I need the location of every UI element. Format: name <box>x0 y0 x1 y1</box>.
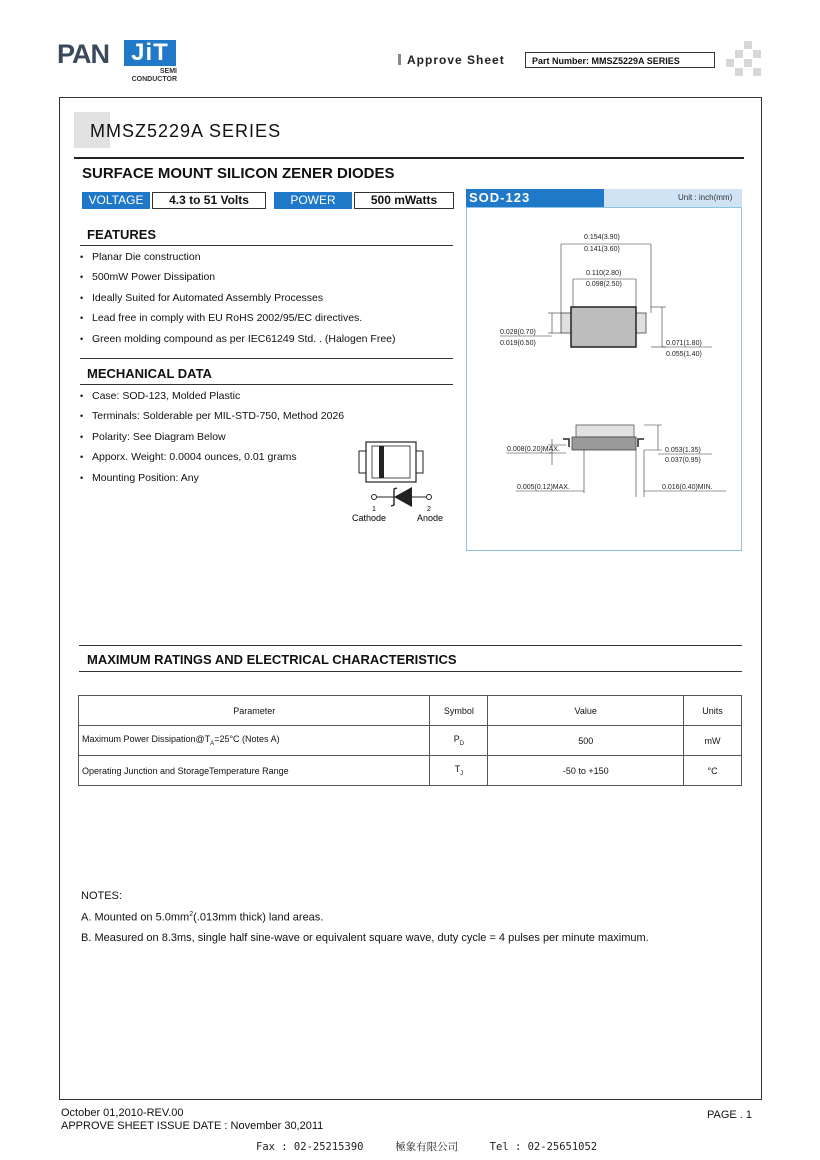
cell-units: °C <box>684 756 742 786</box>
title-divider <box>74 157 744 159</box>
note-b: B. Measured on 8.3ms, single half sine-wave or equivalent square wave, duty cycle = 4 pulses per minute maximum. <box>81 932 649 944</box>
ratings-table <box>78 695 742 786</box>
decorative-squares-icon <box>726 41 762 77</box>
header-value: Value <box>488 696 684 726</box>
cell-units: mW <box>684 726 742 756</box>
cathode-label: Cathode <box>352 513 387 523</box>
list-item: • Mounting Position: Any <box>80 468 344 488</box>
panjit-logo <box>57 40 177 86</box>
mechanical-top-divider <box>80 358 453 359</box>
list-item: • 500mW Power Dissipation <box>80 267 396 287</box>
page-number: PAGE . 1 <box>707 1109 753 1121</box>
logo-semiconductor-text: SEMI CONDUCTOR <box>131 68 177 83</box>
features-divider <box>80 245 453 246</box>
mechanical-divider <box>80 384 453 385</box>
ratings-top-divider <box>79 645 742 646</box>
dim-height-min: 0.037(0.95) <box>665 457 701 464</box>
contact-line: Fax : 02-25215390 極象有限公司 Tel : 02-25651052 <box>256 1141 598 1153</box>
cell-parameter: Operating Junction and StorageTemperature Range <box>79 756 430 786</box>
dim-overall-max: 0.154(3.90) <box>584 234 620 241</box>
pin-1-label: 1 <box>372 506 376 513</box>
table-header-row <box>79 696 742 726</box>
features-list <box>80 247 396 349</box>
dim-lead-width-max: 0.028(0.70) <box>500 329 536 336</box>
logo-jit-text: JiT <box>124 40 176 66</box>
mechanical-title: MECHANICAL DATA <box>87 366 212 381</box>
revision-date: October 01,2010-REV.00 <box>61 1107 184 1119</box>
series-title: MMSZ5229A SERIES <box>90 121 282 141</box>
part-number-box: Part Number: MMSZ5229A SERIES <box>525 52 715 68</box>
dim-lead-thickness: 0.008(0.20)MAX. <box>507 446 560 453</box>
cell-symbol: $T_J$ <box>430 756 488 786</box>
list-item: • Green molding compound as per IEC61249 Std. . (Halogen Free) <box>80 329 396 349</box>
approve-sheet-label: Approve Sheet <box>398 53 505 67</box>
issue-date: APPROVE SHEET ISSUE DATE : November 30,2011 <box>61 1120 324 1132</box>
ratings-divider <box>79 671 742 672</box>
anode-label: Anode <box>417 513 444 523</box>
dim-height-max: 0.053(1.35) <box>665 447 701 454</box>
list-item: • Polarity: See Diagram Below <box>80 427 344 447</box>
dim-body-min: 0.098(2.50) <box>586 281 622 288</box>
dim-lead-width-min: 0.019(0.50) <box>500 340 536 347</box>
features-title: FEATURES <box>87 227 157 242</box>
list-item: • Lead free in comply with EU RoHS 2002/95/EC directives. <box>80 308 396 328</box>
header-parameter: Parameter <box>79 696 430 726</box>
header-units: Units <box>684 696 742 726</box>
list-item: • Case: SOD-123, Molded Plastic <box>80 386 344 406</box>
power-value: 500 mWatts <box>354 192 454 209</box>
dim-width-max: 0.071(1.80) <box>666 340 702 347</box>
note-a: A. Mounted on $5.0mm^2(.013mm$ thick) land areas. <box>81 911 324 924</box>
mechanical-list <box>80 386 344 488</box>
table-row <box>79 756 742 786</box>
ratings-title: MAXIMUM RATINGS AND ELECTRICAL CHARACTERISTICS <box>87 652 457 667</box>
cell-symbol: $P_D$ <box>430 726 488 756</box>
diode-polarity-diagram <box>350 436 455 528</box>
dim-overall-min: 0.141(3.60) <box>584 246 620 253</box>
logo-pan-text: PAN <box>57 39 110 69</box>
voltage-badge: VOLTAGE <box>82 192 150 209</box>
header-symbol: Symbol <box>430 696 488 726</box>
cell-parameter: Maximum Power $Dissipation@T_A=25^\circ C$ (Notes A) <box>79 726 430 756</box>
dim-standoff: 0.005(0.12)MAX. <box>517 484 570 491</box>
list-item: • Planar Die construction <box>80 247 396 267</box>
cell-value: -50 to +150 <box>488 756 684 786</box>
cell-value: 500 <box>488 726 684 756</box>
list-item: • Terminals: Solderable per MIL-STD-750, Method 2026 <box>80 406 344 426</box>
package-unit: Unit : inch(mm) <box>678 193 733 202</box>
dim-width-min: 0.055(1.40) <box>666 351 702 358</box>
pin-2-label: 2 <box>427 506 431 513</box>
table-row <box>79 726 742 756</box>
list-item: • Apporx. Weight: 0.0004 ounces, 0.01 grams <box>80 447 344 467</box>
product-subtitle: SURFACE MOUNT SILICON ZENER DIODES <box>82 165 395 182</box>
voltage-value: 4.3 to 51 Volts <box>152 192 266 209</box>
package-name: SOD-123 <box>469 190 531 205</box>
notes-title: NOTES: <box>81 890 122 902</box>
list-item: • Ideally Suited for Automated Assembly Processes <box>80 288 396 308</box>
dim-lead-length: 0.016(0.40)MIN. <box>662 484 713 491</box>
power-badge: POWER <box>274 192 352 209</box>
dim-body-max: 0.110(2.80) <box>586 270 622 277</box>
package-dimension-drawing <box>466 207 742 551</box>
